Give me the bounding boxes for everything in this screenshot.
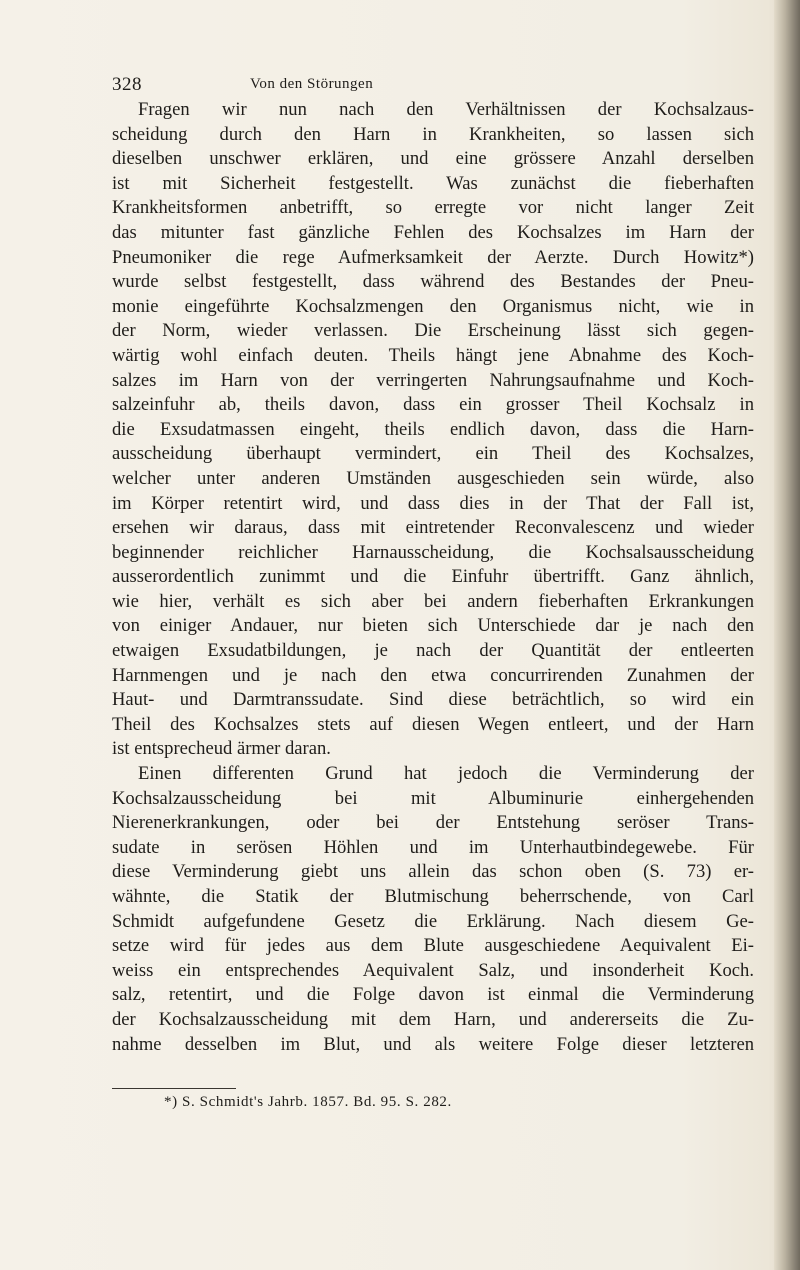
text-line: nahme desselben im Blut, und als weitere Folge dieser letzteren [112,1033,754,1055]
text-line: ausscheidung überhaupt vermindert, ein Theil des Kochsalzes, [112,443,754,465]
text-line: Haut- und Darmtranssudate. Sind diese beträchtlich, so wird ein [112,689,754,711]
text-line: diese Verminderung giebt uns allein das schon oben (S. 73) er- [112,861,754,883]
text-line: die Exsudatmassen eingeht, theils endlich davon, dass die Harn- [112,418,754,440]
text-line: welcher unter anderen Umständen ausgeschieden sein würde, also [112,467,754,489]
text-line: von einiger Andauer, nur bieten sich Unterschiede dar je nach den [112,615,754,637]
text-line: der Kochsalzausscheidung mit dem Harn, und andererseits die Zu- [112,1008,754,1030]
text-line: Nierenerkrankungen, oder bei der Entstehung seröser Trans- [112,812,754,834]
text-line: wähnte, die Statik der Blutmischung beherrschende, von Carl [112,886,754,907]
text-line: scheidung durch den Harn in Krankheiten, so lassen sich [112,123,754,145]
text-line: Pneumoniker die rege Aufmerksamkeit der Aerzte. Durch Howitz*) [112,246,754,268]
text-line: ausserordentlich zunimmt und die Einfuhr übertrifft. Ganz ähnlich, [112,566,754,588]
text-line: im Körper retentirt wird, und dass dies in der That der Fall ist, [112,492,754,514]
text-line: beginnender reichlicher Harnausscheidung, die Kochsalsausscheidung [112,541,754,563]
text-line: ersehen wir daraus, dass mit eintretender Reconvalescenz und wieder [112,517,754,539]
text-line: sudate in serösen Höhlen und im Unterhautbindegewebe. Für [112,836,754,858]
text-line: der Norm, wieder verlassen. Die Erscheinung lässt sich gegen- [112,320,754,342]
page-header [112,74,752,98]
text-line: Schmidt aufgefundene Gesetz die Erklärung. Nach diesem Ge- [112,910,754,932]
text-line: salz, retentirt, und die Folge davon ist einmal die Verminderung [112,984,754,1006]
text-line: etwaigen Exsudatbildungen, je nach der Quantität der entleerten [112,640,754,662]
text-line: salzeinfuhr ab, theils davon, dass ein grosser Theil Kochsalz in [112,394,754,416]
text-line: Fragen wir nun nach den Verhältnissen der Kochsalzaus- [138,99,754,120]
footnote-rule [112,1088,236,1089]
text-line: setze wird für jedes aus dem Blute ausgeschiedene Aequivalent Ei- [112,935,754,957]
text-line: ist entsprecheud ärmer daran. [112,738,331,760]
page-number: 328 [112,74,142,95]
text-line: Theil des Kochsalzes stets auf diesen Wegen entleert, und der Harn [112,713,754,735]
text-line: wurde selbst festgestellt, dass während des Bestandes der Pneu- [112,271,754,293]
text-line: ist mit Sicherheit festgestellt. Was zunächst die fieberhaften [112,172,754,194]
text-line: Harnmengen und je nach den etwa concurrirenden Zunahmen der [112,664,754,686]
text-line: monie eingeführte Kochsalzmengen den Organismus nicht, wie in [112,295,754,317]
text-line: Einen differenten Grund hat jedoch die Verminderung der [138,763,754,785]
book-spine-edge [774,0,800,1270]
footnote: *) S. Schmidt's Jahrb. 1857. Bd. 95. S. 282. [164,1094,452,1110]
text-line: das mitunter fast gänzliche Fehlen des Kochsalzes im Harn der [112,221,754,243]
text-line: wie hier, verhält es sich aber bei andern fieberhaften Erkrankungen [112,590,754,612]
text-line: dieselben unschwer erklären, und eine grössere Anzahl derselben [112,148,754,170]
running-head: Von den Störungen [250,76,374,92]
text-line: salzes im Harn von der verringerten Nahrungsaufnahme und Koch- [112,369,754,391]
text-line: wärtig wohl einfach deuten. Theils hängt jene Abnahme des Koch- [112,344,754,366]
text-line: Krankheitsformen anbetrifft, so erregte vor nicht langer Zeit [112,197,754,219]
text-line: Kochsalzausscheidung bei mit Albuminurie einhergehenden [112,787,754,809]
body-text [112,98,754,1057]
text-line: weiss ein entsprechendes Aequivalent Salz, und insonderheit Koch. [112,959,754,981]
